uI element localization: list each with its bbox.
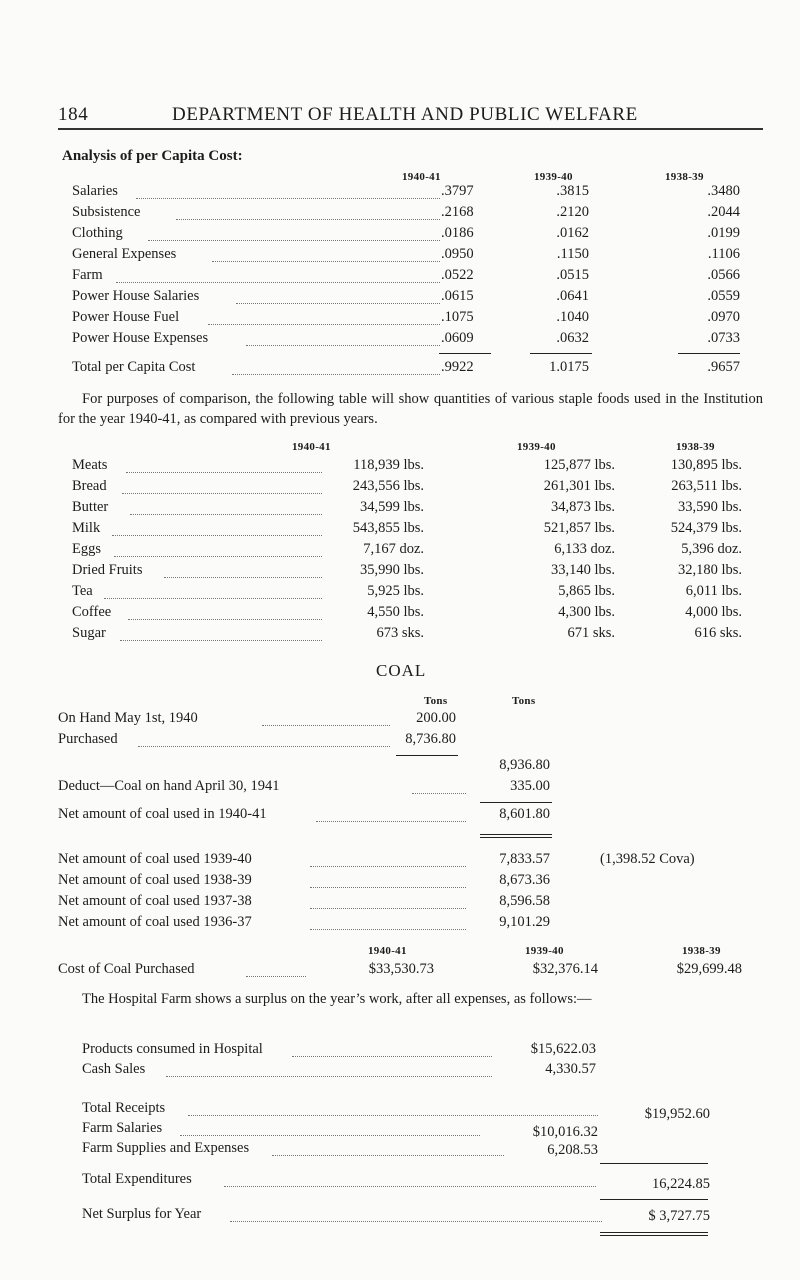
leader-dots [272,1155,504,1156]
cell-value: 118,939 lbs. [353,457,424,473]
farm-receipts-value: $19,952.60 [644,1106,710,1122]
row-label: Bread [72,478,107,494]
double-rule [600,1232,708,1236]
prior-label: Net amount of coal used 1938-39 [58,872,252,888]
leader-dots [316,821,466,822]
cell-value: 33,590 lbs. [677,499,742,515]
farm-surplus-value: $ 3,727.75 [648,1208,710,1224]
prior-label: Net amount of coal used 1939-40 [58,851,252,867]
leader-dots [208,324,440,325]
cell-value: 34,873 lbs. [550,499,615,515]
cell-value: 6,133 doz. [554,541,615,557]
leader-dots [310,908,466,909]
leader-dots [212,261,440,262]
leader-dots [236,303,440,304]
row-label: Meats [72,457,108,473]
cost-col-year-1: 1940-41 [368,945,407,957]
total-value: .9657 [707,359,740,375]
farm-cash-value: 4,330.57 [545,1061,596,1077]
leader-dots [224,1186,596,1187]
cova-note: (1,398.52 Cova) [600,851,695,867]
leader-dots [246,976,306,977]
cell-value: 616 sks. [694,625,742,641]
cell-value: 263,511 lbs. [671,478,742,494]
cell-value: .0522 [441,267,474,283]
coal-on-hand-label: On Hand May 1st, 1940 [58,710,198,726]
cell-value: .0970 [707,309,740,325]
leader-dots [412,793,466,794]
coal-subtotal-value: 8,936.80 [499,757,550,773]
comparison-paragraph: For purposes of comparison, the following table will show quantities of various staple foods used in the Institution for the year 1940-41, as compared with previous years. [58,391,763,427]
cell-value: .3480 [707,183,740,199]
cell-value: 521,857 lbs. [543,520,615,536]
prior-value: 7,833.57 [499,851,550,867]
sum-rule [530,353,592,354]
cell-value: 543,855 lbs. [352,520,424,536]
cell-value: 243,556 lbs. [352,478,424,494]
leader-dots [232,374,440,375]
col-year-2: 1939-40 [534,171,573,183]
leader-dots [116,282,440,283]
prior-value: 8,596.58 [499,893,550,909]
cell-value: .2120 [556,204,589,220]
coal-deduct-label: Deduct—Coal on hand April 30, 1941 [58,778,280,794]
prior-value: 9,101.29 [499,914,550,930]
cost-col-year-2: 1939-40 [525,945,564,957]
farm-expend-value: 16,224.85 [652,1176,710,1192]
total-value: 1.0175 [549,359,589,375]
coal-net-value: 8,601.80 [499,806,550,822]
farm-expend-label: Total Expenditures [82,1171,192,1187]
row-label: Milk [72,520,101,536]
row-label: Butter [72,499,109,515]
coal-cost-value-3: $29,699.48 [676,961,742,977]
leader-dots [188,1115,598,1116]
sum-rule [480,802,552,803]
farm-supplies-value: 6,208.53 [547,1142,598,1158]
farm-cash-label: Cash Sales [82,1061,146,1077]
cell-value: 125,877 lbs. [543,457,615,473]
food-col-year-3: 1938-39 [676,441,715,453]
sum-rule [600,1163,708,1164]
cell-value: .2168 [441,204,474,220]
cell-value: .0609 [441,330,474,346]
row-label: Clothing [72,225,123,241]
cell-value: .0641 [556,288,589,304]
cell-value: 4,300 lbs. [558,604,615,620]
cell-value: .1150 [556,246,589,262]
cell-value: .3797 [441,183,474,199]
cell-value: 261,301 lbs. [543,478,615,494]
coal-cost-value-2: $32,376.14 [532,961,598,977]
cell-value: 35,990 lbs. [359,562,424,578]
sum-rule [600,1199,708,1200]
coal-col-tons-2: Tons [512,695,536,707]
col-year-1: 1940-41 [402,171,441,183]
cell-value: .0559 [707,288,740,304]
cell-value: .0632 [556,330,589,346]
cell-value: 4,000 lbs. [685,604,742,620]
cell-value: 5,925 lbs. [367,583,424,599]
cell-value: .0566 [707,267,740,283]
coal-col-tons-1: Tons [424,695,448,707]
coal-deduct-value: 335.00 [510,778,550,794]
leader-dots [310,887,466,888]
col-year-3: 1938-39 [665,171,704,183]
cell-value: 32,180 lbs. [677,562,742,578]
farm-salaries-value: $10,016.32 [532,1124,598,1140]
farm-surplus-label: Net Surplus for Year [82,1206,202,1222]
row-label: Farm [72,267,103,283]
prior-label: Net amount of coal used 1936-37 [58,914,252,930]
cell-value: .0186 [441,225,474,241]
cell-value: 4,550 lbs. [367,604,424,620]
leader-dots [176,219,440,220]
prior-value: 8,673.36 [499,872,550,888]
coal-cost-label: Cost of Coal Purchased [58,961,195,977]
leader-dots [180,1135,480,1136]
leader-dots [230,1221,602,1222]
total-label: Total per Capita Cost [72,359,196,375]
coal-net-label: Net amount of coal used in 1940-41 [58,806,267,822]
cell-value: 33,140 lbs. [550,562,615,578]
prior-label: Net amount of coal used 1937-38 [58,893,252,909]
row-label: Sugar [72,625,106,641]
cell-value: .1075 [441,309,474,325]
cost-col-year-3: 1938-39 [682,945,721,957]
cell-value: 671 sks. [567,625,615,641]
coal-on-hand-value: 200.00 [416,710,456,726]
farm-products-value: $15,622.03 [530,1041,596,1057]
coal-purchased-value: 8,736.80 [405,731,456,747]
leader-dots [246,345,440,346]
leader-dots [262,725,390,726]
row-label: Eggs [72,541,101,557]
cell-value: .0515 [556,267,589,283]
cell-value: .0162 [556,225,589,241]
cell-value: 5,396 doz. [681,541,742,557]
cell-value: .2044 [707,204,740,220]
header-rule [58,128,763,130]
sum-rule [439,353,491,354]
cell-value: 524,379 lbs. [670,520,742,536]
leader-dots [310,929,466,930]
coal-cost-value-1: $33,530.73 [368,961,434,977]
cell-value: .1106 [707,246,740,262]
cell-value: 5,865 lbs. [558,583,615,599]
cell-value: .0733 [707,330,740,346]
cell-value: 7,167 doz. [363,541,424,557]
row-label: Coffee [72,604,112,620]
sum-rule [678,353,740,354]
coal-heading: COAL [376,661,427,680]
leader-dots [166,1076,492,1077]
page-title: DEPARTMENT OF HEALTH AND PUBLIC WELFARE [172,104,638,125]
food-col-year-1: 1940-41 [292,441,331,453]
cell-value: .0615 [441,288,474,304]
leader-dots [292,1056,492,1057]
cell-value: .0950 [441,246,474,262]
cell-value: 130,895 lbs. [670,457,742,473]
row-label: Power House Expenses [72,330,209,346]
farm-receipts-label: Total Receipts [82,1100,166,1116]
farm-supplies-label: Farm Supplies and Expenses [82,1140,250,1156]
cell-value: .1040 [556,309,589,325]
row-label: Dried Fruits [72,562,143,578]
coal-purchased-label: Purchased [58,731,118,747]
double-rule [480,834,552,838]
cell-value: 6,011 lbs. [685,583,742,599]
page-number: 184 [58,104,89,125]
cell-value: .0199 [707,225,740,241]
cell-value: .3815 [556,183,589,199]
row-label: Power House Fuel [72,309,180,325]
farm-salaries-label: Farm Salaries [82,1120,163,1136]
row-label: General Expenses [72,246,177,262]
row-label: Power House Salaries [72,288,200,304]
row-label: Salaries [72,183,118,199]
sum-rule [396,755,458,756]
farm-products-label: Products consumed in Hospital [82,1041,263,1057]
leader-dots [136,198,440,199]
food-col-year-2: 1939-40 [517,441,556,453]
per-capita-heading: Analysis of per Capita Cost: [62,148,243,164]
leader-dots [310,866,466,867]
leader-dots [138,746,390,747]
farm-paragraph: The Hospital Farm shows a surplus on the year’s work, after all expenses, as follows:— [82,991,592,1007]
row-label: Tea [72,583,93,599]
total-value: .9922 [441,359,474,375]
row-label: Subsistence [72,204,141,220]
cell-value: 34,599 lbs. [359,499,424,515]
cell-value: 673 sks. [376,625,424,641]
leader-dots [148,240,440,241]
